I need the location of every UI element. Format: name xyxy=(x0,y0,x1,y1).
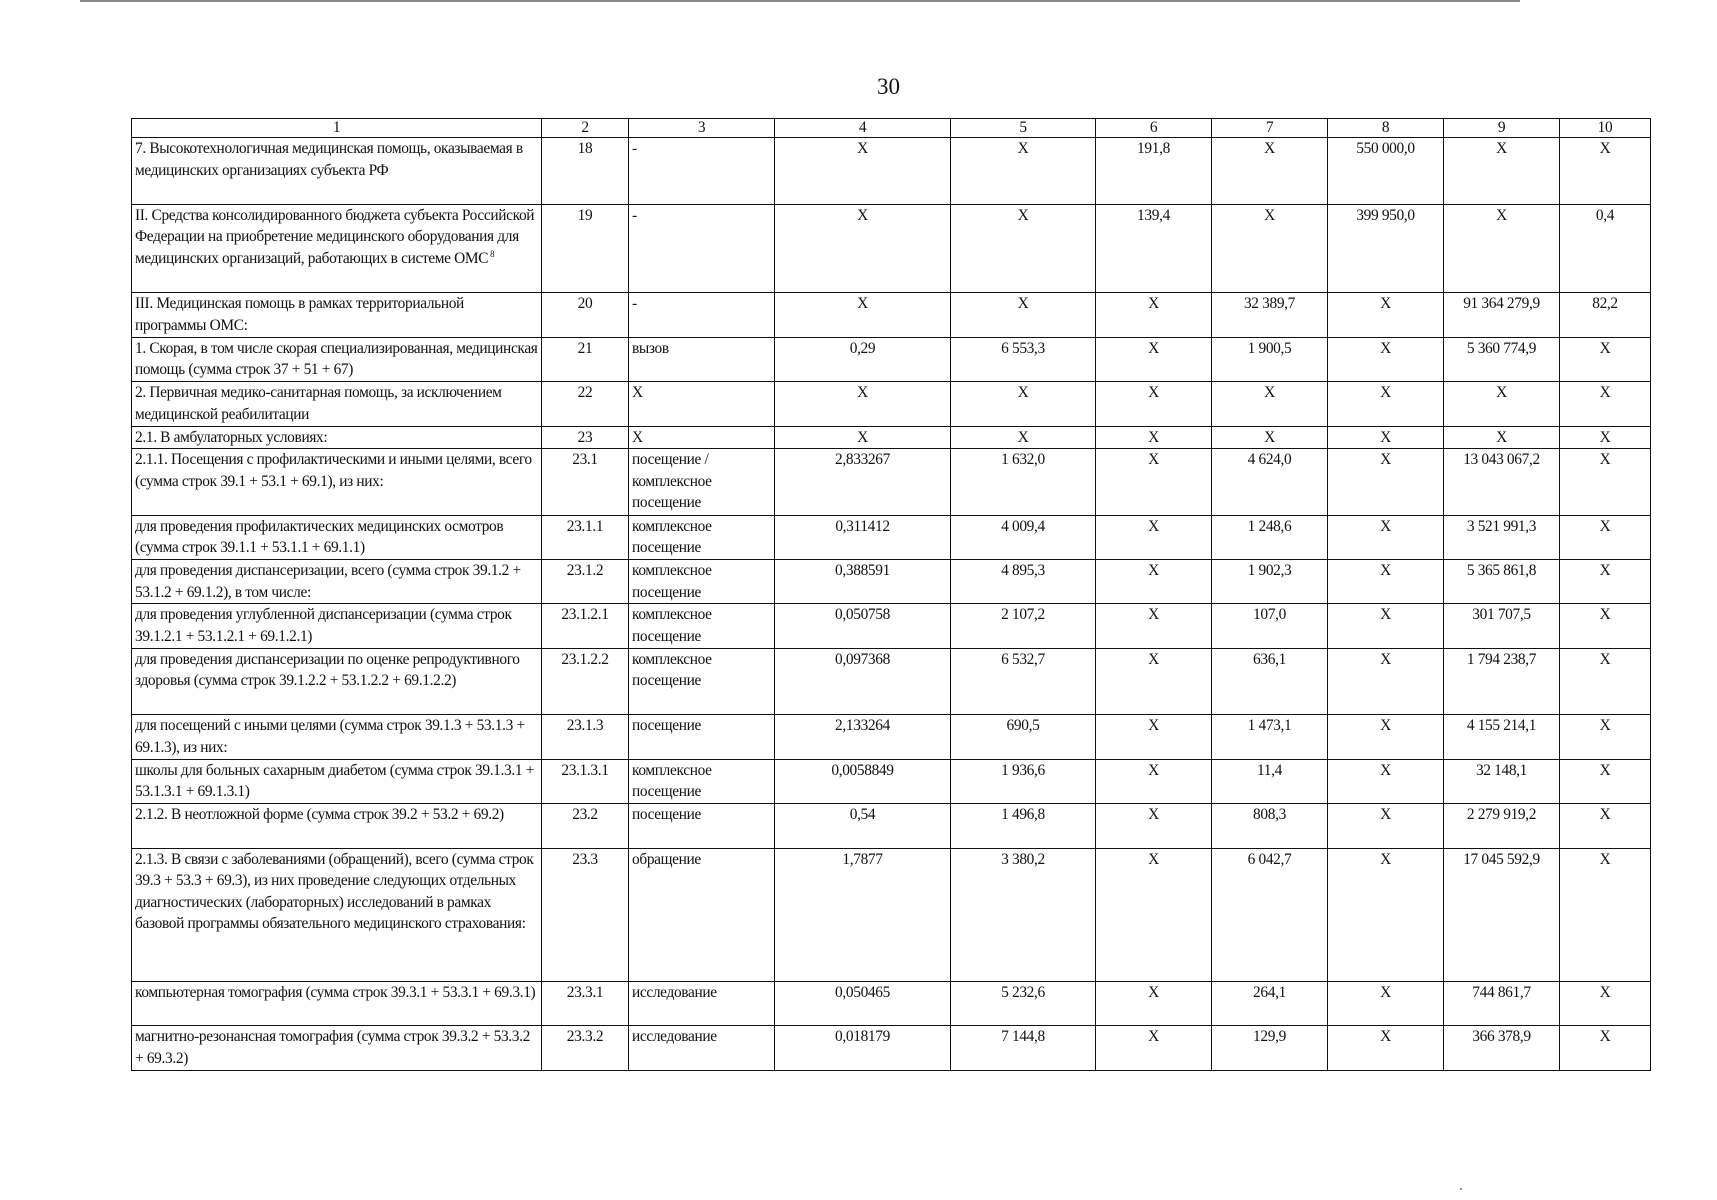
cell-per-capita-budget: X xyxy=(1096,449,1212,516)
cell-sum-oms: 32 148,1 xyxy=(1444,759,1560,803)
cell-name: для посещений с иными целями (сумма строк 39.1.3 + 53.1.3 + 69.1.3), из них: xyxy=(132,715,542,759)
cell-sum-budget: 399 950,0 xyxy=(1328,204,1444,293)
cell-name: 2.1.3. В связи с заболеваниями (обращений), всего (сумма строк 39.3 + 53.3 + 69.3), из них проведение следующих отдельных диагностических (лабораторных) исследований в рамках базовой программы обязательного медицинского страхования: xyxy=(132,848,542,981)
cell-unit: обращение xyxy=(629,848,775,981)
cell-per-capita-budget: X xyxy=(1096,426,1212,449)
table-row xyxy=(132,759,1651,803)
cell-name: 2.1.2. В неотложной форме (сумма строк 39.2 + 53.2 + 69.2) xyxy=(132,804,542,848)
cell-name: для проведения профилактических медицинских осмотров (сумма строк 39.1.1 + 53.1.1 + 69.1.1) xyxy=(132,515,542,559)
cell-standard-volume: X xyxy=(775,426,951,449)
cell-standard-cost: 7 144,8 xyxy=(951,1026,1096,1070)
cell-standard-cost: 4 895,3 xyxy=(951,560,1096,604)
cell-per-capita-oms: 4 624,0 xyxy=(1212,449,1328,516)
cell-row-number: 18 xyxy=(542,138,629,205)
cell-sum-budget: 550 000,0 xyxy=(1328,138,1444,205)
cell-sum-oms: 744 861,7 xyxy=(1444,981,1560,1025)
cell-percent: X xyxy=(1560,604,1651,648)
header-cell-3: 3 xyxy=(629,119,775,138)
cell-row-number: 23.1.3.1 xyxy=(542,759,629,803)
cell-unit: посещение xyxy=(629,715,775,759)
cell-name: магнитно-резонансная томография (сумма строк 39.3.2 + 53.3.2 + 69.3.2) xyxy=(132,1026,542,1070)
cell-per-capita-budget: X xyxy=(1096,648,1212,715)
cell-row-number: 21 xyxy=(542,337,629,381)
cell-per-capita-oms: 32 389,7 xyxy=(1212,293,1328,337)
cell-sum-budget: X xyxy=(1328,1026,1444,1070)
cell-sum-oms: X xyxy=(1444,138,1560,205)
cell-row-number: 23.1.2.1 xyxy=(542,604,629,648)
cell-sum-oms: 366 378,9 xyxy=(1444,1026,1560,1070)
cell-name: для проведения углубленной диспансеризации (сумма строк 39.1.2.1 + 53.1.2.1 + 69.1.2.1) xyxy=(132,604,542,648)
cell-standard-volume: 0,050758 xyxy=(775,604,951,648)
cell-per-capita-oms: 107,0 xyxy=(1212,604,1328,648)
cell-sum-budget: X xyxy=(1328,337,1444,381)
cell-per-capita-budget: X xyxy=(1096,382,1212,426)
cell-sum-budget: X xyxy=(1328,604,1444,648)
cell-standard-cost: 690,5 xyxy=(951,715,1096,759)
cell-per-capita-budget: X xyxy=(1096,515,1212,559)
cell-sum-budget: X xyxy=(1328,981,1444,1025)
cell-per-capita-oms: 1 902,3 xyxy=(1212,560,1328,604)
cell-standard-cost: 5 232,6 xyxy=(951,981,1096,1025)
table-row xyxy=(132,204,1651,293)
cell-per-capita-budget: X xyxy=(1096,337,1212,381)
cell-percent: X xyxy=(1560,981,1651,1025)
cell-row-number: 22 xyxy=(542,382,629,426)
cell-standard-volume: 0,050465 xyxy=(775,981,951,1025)
cell-standard-cost: X xyxy=(951,293,1096,337)
cell-sum-oms: 4 155 214,1 xyxy=(1444,715,1560,759)
cell-unit: комплексное посещение xyxy=(629,759,775,803)
cell-standard-cost: 1 632,0 xyxy=(951,449,1096,516)
cell-standard-volume: 1,7877 xyxy=(775,848,951,981)
cell-unit: исследование xyxy=(629,981,775,1025)
data-table xyxy=(131,118,1651,1071)
cell-sum-oms: 3 521 991,3 xyxy=(1444,515,1560,559)
cell-percent: X xyxy=(1560,449,1651,516)
table-row xyxy=(132,426,1651,449)
cell-standard-cost: 6 532,7 xyxy=(951,648,1096,715)
cell-percent: X xyxy=(1560,337,1651,381)
cell-standard-volume: 0,097368 xyxy=(775,648,951,715)
cell-unit: - xyxy=(629,138,775,205)
cell-row-number: 23.3.2 xyxy=(542,1026,629,1070)
cell-name: школы для больных сахарным диабетом (сумма строк 39.1.3.1 + 53.1.3.1 + 69.1.3.1) xyxy=(132,759,542,803)
cell-row-number: 23.1.2 xyxy=(542,560,629,604)
cell-sum-budget: X xyxy=(1328,426,1444,449)
cell-row-number: 23.1 xyxy=(542,449,629,516)
cell-per-capita-oms: 808,3 xyxy=(1212,804,1328,848)
cell-unit: комплексное посещение xyxy=(629,515,775,559)
cell-standard-volume: 0,54 xyxy=(775,804,951,848)
cell-per-capita-budget: X xyxy=(1096,981,1212,1025)
cell-unit: комплексное посещение xyxy=(629,560,775,604)
cell-sum-budget: X xyxy=(1328,715,1444,759)
header-cell-2: 2 xyxy=(542,119,629,138)
cell-row-number: 23.3.1 xyxy=(542,981,629,1025)
cell-per-capita-oms: 6 042,7 xyxy=(1212,848,1328,981)
cell-name: 2. Первичная медико-санитарная помощь, за исключением медицинской реабилитации xyxy=(132,382,542,426)
cell-sum-budget: X xyxy=(1328,293,1444,337)
table-row xyxy=(132,604,1651,648)
cell-standard-cost: X xyxy=(951,204,1096,293)
cell-percent: X xyxy=(1560,382,1651,426)
cell-per-capita-budget: X xyxy=(1096,715,1212,759)
cell-sum-oms: X xyxy=(1444,382,1560,426)
header-cell-9: 9 xyxy=(1444,119,1560,138)
cell-name: 7. Высокотехнологичная медицинская помощь, оказываемая в медицинских организациях субъекта РФ xyxy=(132,138,542,205)
cell-percent: X xyxy=(1560,804,1651,848)
cell-per-capita-oms: 264,1 xyxy=(1212,981,1328,1025)
cell-standard-volume: 2,833267 xyxy=(775,449,951,516)
cell-standard-cost: 1 936,6 xyxy=(951,759,1096,803)
cell-sum-oms: 2 279 919,2 xyxy=(1444,804,1560,848)
cell-standard-cost: 4 009,4 xyxy=(951,515,1096,559)
cell-name: для проведения диспансеризации по оценке репродуктивного здоровья (сумма строк 39.1.2.2 + 53.1.2.2 + 69.1.2.2) xyxy=(132,648,542,715)
cell-sum-oms: 17 045 592,9 xyxy=(1444,848,1560,981)
cell-per-capita-budget: X xyxy=(1096,804,1212,848)
cell-unit: X xyxy=(629,382,775,426)
table-row xyxy=(132,138,1651,205)
cell-unit: посещение xyxy=(629,804,775,848)
cell-row-number: 23.3 xyxy=(542,848,629,981)
cell-percent: 0,4 xyxy=(1560,204,1651,293)
cell-standard-volume: X xyxy=(775,293,951,337)
cell-row-number: 20 xyxy=(542,293,629,337)
header-cell-5: 5 xyxy=(951,119,1096,138)
table-row xyxy=(132,293,1651,337)
cell-sum-budget: X xyxy=(1328,804,1444,848)
cell-per-capita-budget: X xyxy=(1096,759,1212,803)
cell-row-number: 19 xyxy=(542,204,629,293)
table-row xyxy=(132,804,1651,848)
cell-standard-volume: X xyxy=(775,138,951,205)
cell-unit: посещение / комплексное посещение xyxy=(629,449,775,516)
cell-percent: X xyxy=(1560,515,1651,559)
cell-sum-oms: 5 365 861,8 xyxy=(1444,560,1560,604)
cell-per-capita-oms: X xyxy=(1212,426,1328,449)
cell-per-capita-oms: X xyxy=(1212,382,1328,426)
cell-per-capita-oms: X xyxy=(1212,204,1328,293)
header-cell-6: 6 xyxy=(1096,119,1212,138)
cell-sum-budget: X xyxy=(1328,560,1444,604)
table-row xyxy=(132,337,1651,381)
cell-per-capita-oms: 1 900,5 xyxy=(1212,337,1328,381)
cell-percent: X xyxy=(1560,848,1651,981)
table-row xyxy=(132,515,1651,559)
cell-sum-budget: X xyxy=(1328,848,1444,981)
cell-row-number: 23.2 xyxy=(542,804,629,848)
cell-sum-oms: 5 360 774,9 xyxy=(1444,337,1560,381)
footnote-mark: 8 xyxy=(488,248,495,259)
header-cell-1: 1 xyxy=(132,119,542,138)
scan-speck xyxy=(1460,1188,1462,1190)
cell-unit: исследование xyxy=(629,1026,775,1070)
cell-row-number: 23.1.3 xyxy=(542,715,629,759)
cell-name: III. Медицинская помощь в рамках территориальной программы ОМС: xyxy=(132,293,542,337)
cell-name: 2.1. В амбулаторных условиях: xyxy=(132,426,542,449)
cell-name: II. Средства консолидированного бюджета субъекта Российской Федерации на приобретение медицинского оборудования для медицинских организаций, работающих в системе ОМС $^8$ xyxy=(132,204,542,293)
cell-per-capita-oms: X xyxy=(1212,138,1328,205)
cell-per-capita-oms: 1 473,1 xyxy=(1212,715,1328,759)
table-row xyxy=(132,715,1651,759)
cell-standard-cost: X xyxy=(951,138,1096,205)
cell-name: 2.1.1. Посещения с профилактическими и иными целями, всего (сумма строк 39.1 + 53.1 + 69.1), из них: xyxy=(132,449,542,516)
cell-standard-cost: 6 553,3 xyxy=(951,337,1096,381)
cell-name: для проведения диспансеризации, всего (сумма строк 39.1.2 + 53.1.2 + 69.1.2), в том числе: xyxy=(132,560,542,604)
cell-per-capita-budget: 139,4 xyxy=(1096,204,1212,293)
cell-row-number: 23.1.1 xyxy=(542,515,629,559)
cell-percent: X xyxy=(1560,560,1651,604)
cell-per-capita-budget: X xyxy=(1096,293,1212,337)
cell-sum-oms: X xyxy=(1444,204,1560,293)
cell-standard-volume: 2,133264 xyxy=(775,715,951,759)
cell-sum-oms: 1 794 238,7 xyxy=(1444,648,1560,715)
page-number: 30 xyxy=(877,74,900,99)
cell-unit: X xyxy=(629,426,775,449)
cell-sum-oms: X xyxy=(1444,426,1560,449)
cell-sum-budget: X xyxy=(1328,382,1444,426)
cell-standard-cost: 1 496,8 xyxy=(951,804,1096,848)
cell-per-capita-oms: 11,4 xyxy=(1212,759,1328,803)
cell-row-number: 23 xyxy=(542,426,629,449)
cell-standard-volume: 0,0058849 xyxy=(775,759,951,803)
cell-sum-oms: 301 707,5 xyxy=(1444,604,1560,648)
cell-standard-cost: X xyxy=(951,382,1096,426)
cell-standard-volume: X xyxy=(775,382,951,426)
cell-sum-budget: X xyxy=(1328,759,1444,803)
cell-percent: 82,2 xyxy=(1560,293,1651,337)
table-row xyxy=(132,1026,1651,1070)
scan-top-edge-line xyxy=(80,0,1520,2)
cell-percent: X xyxy=(1560,138,1651,205)
cell-percent: X xyxy=(1560,1026,1651,1070)
cell-sum-budget: X xyxy=(1328,515,1444,559)
cell-percent: X xyxy=(1560,426,1651,449)
cell-per-capita-budget: X xyxy=(1096,560,1212,604)
cell-percent: X xyxy=(1560,759,1651,803)
cell-unit: комплексное посещение xyxy=(629,648,775,715)
cell-standard-volume: X xyxy=(775,204,951,293)
cell-unit: - xyxy=(629,293,775,337)
cell-name: компьютерная томография (сумма строк 39.3.1 + 53.3.1 + 69.3.1) xyxy=(132,981,542,1025)
cell-per-capita-oms: 636,1 xyxy=(1212,648,1328,715)
table-row xyxy=(132,560,1651,604)
cell-sum-budget: X xyxy=(1328,449,1444,516)
header-cell-8: 8 xyxy=(1328,119,1444,138)
cell-standard-volume: 0,018179 xyxy=(775,1026,951,1070)
cell-standard-cost: 3 380,2 xyxy=(951,848,1096,981)
cell-per-capita-budget: 191,8 xyxy=(1096,138,1212,205)
table-row xyxy=(132,382,1651,426)
cell-name: 1. Скорая, в том числе скорая специализированная, медицинская помощь (сумма строк 37 + 51 + 67) xyxy=(132,337,542,381)
cell-standard-cost: 2 107,2 xyxy=(951,604,1096,648)
cell-unit: - xyxy=(629,204,775,293)
cell-unit: вызов xyxy=(629,337,775,381)
cell-per-capita-oms: 1 248,6 xyxy=(1212,515,1328,559)
cell-per-capita-budget: X xyxy=(1096,1026,1212,1070)
table-row xyxy=(132,449,1651,516)
cell-sum-oms: 91 364 279,9 xyxy=(1444,293,1560,337)
header-cell-4: 4 xyxy=(775,119,951,138)
cell-unit: комплексное посещение xyxy=(629,604,775,648)
cell-row-number: 23.1.2.2 xyxy=(542,648,629,715)
cell-standard-volume: 0,29 xyxy=(775,337,951,381)
header-cell-10: 10 xyxy=(1560,119,1651,138)
header-cell-7: 7 xyxy=(1212,119,1328,138)
cell-per-capita-budget: X xyxy=(1096,848,1212,981)
header-row xyxy=(132,119,1651,138)
cell-sum-oms: 13 043 067,2 xyxy=(1444,449,1560,516)
cell-sum-budget: X xyxy=(1328,648,1444,715)
cell-per-capita-oms: 129,9 xyxy=(1212,1026,1328,1070)
cell-standard-volume: 0,388591 xyxy=(775,560,951,604)
table-row xyxy=(132,648,1651,715)
cell-standard-volume: 0,311412 xyxy=(775,515,951,559)
cell-per-capita-budget: X xyxy=(1096,604,1212,648)
table-row xyxy=(132,848,1651,981)
cell-standard-cost: X xyxy=(951,426,1096,449)
cell-percent: X xyxy=(1560,648,1651,715)
table-row xyxy=(132,981,1651,1025)
cell-percent: X xyxy=(1560,715,1651,759)
